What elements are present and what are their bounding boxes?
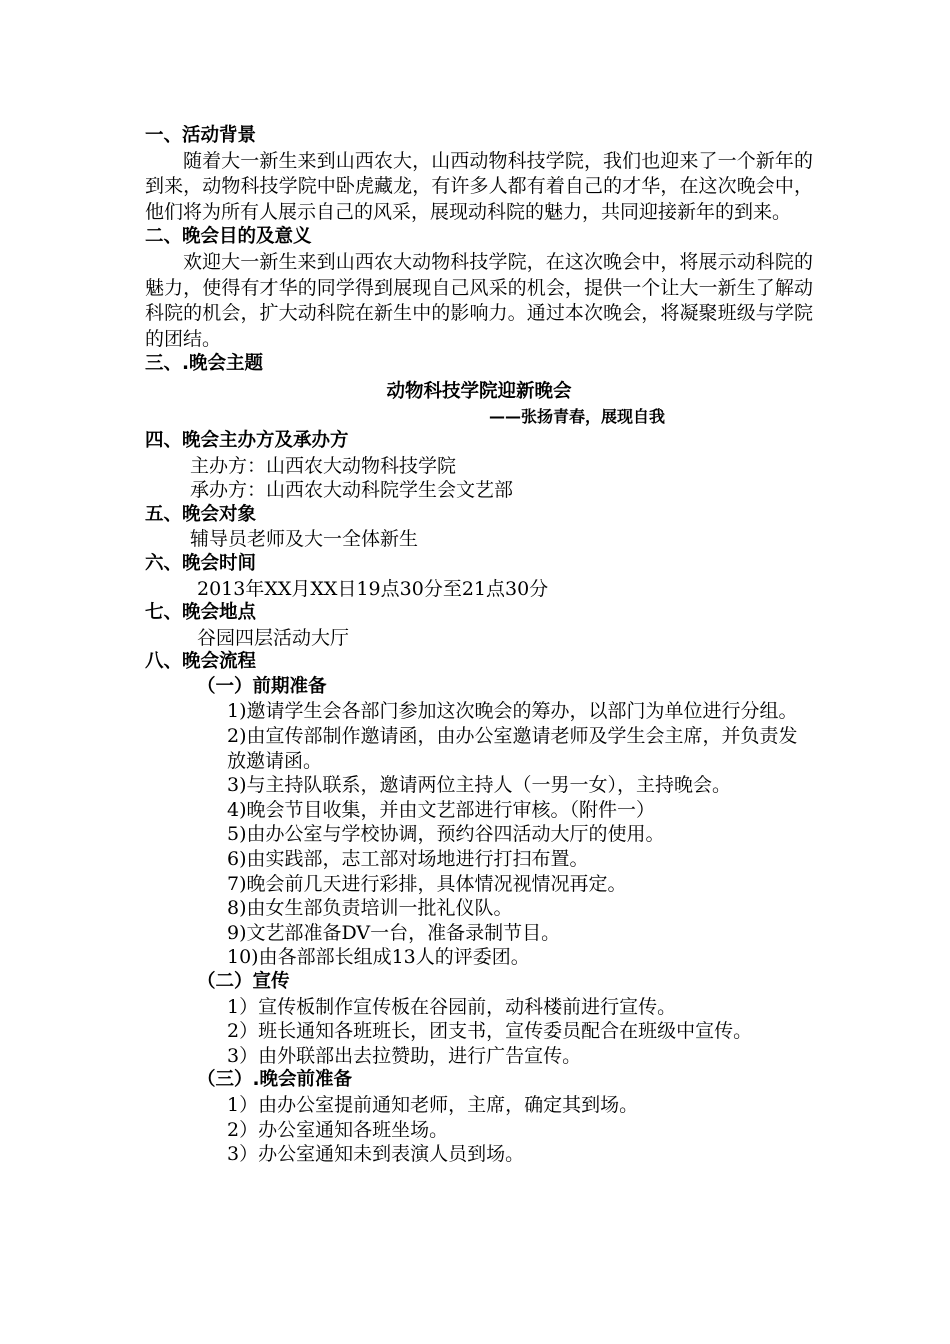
list-item: 6)由实践部，志工部对场地进行打扫布置。 xyxy=(227,848,589,871)
list-item: 1）由办公室提前通知老师，主席，确定其到场。 xyxy=(227,1093,639,1116)
subheading-pre-event: （三）.晚会前准备 xyxy=(197,1069,353,1091)
document-page xyxy=(145,124,813,1167)
list-item: 5)由办公室与学校协调，预约谷四活动大厅的使用。 xyxy=(227,823,665,846)
section-heading-hosts: 四、晚会主办方及承办方 xyxy=(145,429,349,451)
section-heading-venue: 七、晚会地点 xyxy=(145,602,257,624)
theme-title: 动物科技学院迎新晚会 xyxy=(386,380,572,402)
list-item: 3）由外联部出去拉赞助，进行广告宣传。 xyxy=(227,1044,582,1067)
organizer-line: 承办方：山西农大动科院学生会文艺部 xyxy=(190,479,514,502)
list-item: 4)晚会节目收集，并由文艺部进行审核。（附件一） xyxy=(227,798,656,821)
list-item: 1）宣传板制作宣传板在谷园前，动科楼前进行宣传。 xyxy=(227,995,677,1018)
section-heading-purpose: 二、晚会目的及意义 xyxy=(145,226,312,248)
section-heading-process: 八、晚会流程 xyxy=(145,651,257,673)
section-heading-time: 六、晚会时间 xyxy=(145,552,257,574)
list-item: 1)邀请学生会各部门参加这次晚会的筹办，以部门为单位进行分组。 xyxy=(227,700,798,723)
list-item: 9)文艺部准备DV一台，准备录制节目。 xyxy=(227,921,561,944)
list-item: 2）办公室通知各班坐场。 xyxy=(227,1118,449,1141)
subheading-preparation: （一）前期准备 xyxy=(197,675,327,697)
section-heading-audience: 五、晚会对象 xyxy=(145,503,257,525)
host-line: 主办方：山西农大动物科技学院 xyxy=(190,454,457,477)
background-paragraph: 随着大一新生来到山西农大，山西动物科技学院，我们也迎来了一个新年的到来，动物科技学院中卧虎藏龙，有许多人都有着自己的才华，在这次晚会中，他们将为所有人展示自己的风采，展现动科院的魅力，共同迎接新年的到来。 xyxy=(145,149,813,223)
theme-subtitle: ——张扬青春，展现自我 xyxy=(488,406,665,426)
section-heading-theme: 三、.晚会主题 xyxy=(145,353,264,375)
audience-line: 辅导员老师及大一全体新生 xyxy=(190,528,419,551)
venue-line: 谷园四层活动大厅 xyxy=(197,626,350,649)
list-item: 7)晚会前几天进行彩排，具体情况视情况再定。 xyxy=(227,872,627,895)
list-item: 10)由各部部长组成13人的评委团。 xyxy=(227,946,530,969)
section-heading-background: 一、活动背景 xyxy=(145,125,257,146)
time-line: 2013年XX月XX日19点30分至21点30分 xyxy=(197,577,549,600)
list-item: 3）办公室通知未到表演人员到场。 xyxy=(227,1143,525,1166)
list-item: 8)由女生部负责培训一批礼仪队。 xyxy=(227,897,513,920)
list-item: 2）班长通知各班班长，团支书，宣传委员配合在班级中宣传。 xyxy=(227,1020,753,1043)
purpose-paragraph: 欢迎大一新生来到山西农大动物科技学院，在这次晚会中，将展示动科院的魅力，使得有才华的同学得到展现自己风采的机会，提供一个让大一新生了解动科院的机会，扩大动科院在新生中的影响力。通过本次晚会，将凝聚班级与学院的团结。 xyxy=(145,250,813,350)
list-item: 3)与主持队联系，邀请两位主持人（一男一女），主持晚会。 xyxy=(227,774,732,797)
subheading-promotion: （二）宣传 xyxy=(197,971,290,992)
list-item: 2)由宣传部制作邀请函，由办公室邀请老师及学生会主席，并负责发放邀请函。 xyxy=(227,725,798,772)
